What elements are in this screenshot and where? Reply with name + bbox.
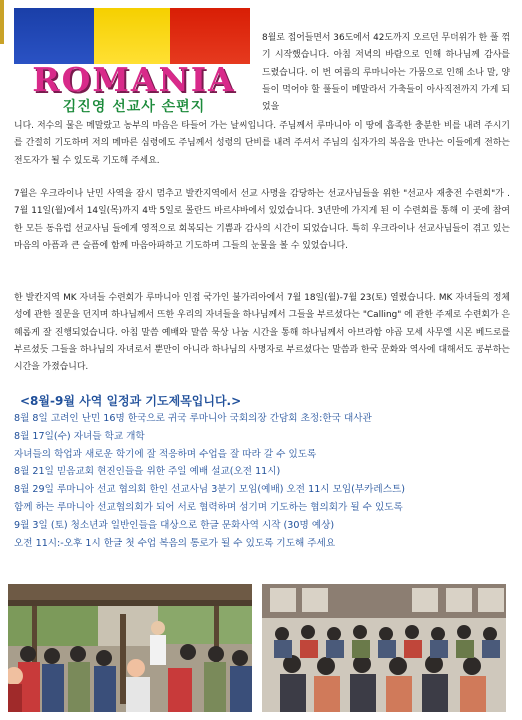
schedule-item: 8월 17일(수) 자녀들 학교 개학 [14,430,145,442]
indoor-hall-illustration [262,584,506,712]
letter-paragraph-intro-continued: 니다. 저수의 물은 메말랐고 농부의 마음은 타들어 가는 날씨입니다. 주님께서 루마니아 이 땅에 흡족한 충분한 비를 내려 주시기를 간절히 기도하며 저의 메마른 심령에도 주님께서 성령의 단비를 내려 주셔서 주님의 십자가의 복음을 만나는 이들에게 전하는 전도자가 될 수 있도록 기도해 주세요. [14,121,510,166]
flag-stripe-blue [14,8,94,64]
schedule-item: 8월 8일 고려인 난민 16명 한국으로 귀국 루마니아 국회의장 간담회 초정:한국 대사관 [14,413,372,424]
schedule-item: 함께 하는 루마니아 선교협의회가 되어 서로 협력하며 섬기며 기도하는 협의회가 될 수 있도록 [14,501,403,513]
schedule-item: 8월 29일 루마니아 선교 협의회 한인 선교사님 3분기 모임(예배) 오전 11시 모임(부카레스트) [14,484,405,496]
schedule-item: 8월 21일 믿음교회 현진인들을 위한 주일 예배 설교(오전 11시) [14,466,281,478]
flag-stripe-yellow [94,8,170,64]
schedule-item: 오전 11시:-오후 1시 한글 첫 수업 복음의 통로가 될 수 있도록 기도해 주세요 [14,537,336,549]
schedule-item: 자녀들의 학업과 새로운 학기에 잘 적응하며 수업을 잘 따라 갈 수 있도록 [14,448,317,460]
flag-stripe-red [170,8,250,64]
romania-flag [14,8,250,64]
schedule-item: 9월 3일 (토) 청소년과 일반인들을 대상으로 한글 문화사역 시작 (30명 예상) [14,519,335,531]
photo-outdoor-gathering [8,584,252,712]
photo-indoor-hall [262,584,506,712]
country-title: ROMANIA [32,60,236,99]
schedule-heading: <8월-9월 사역 일정과 기도제목입니다.> [20,394,242,408]
letter-paragraph-intro: 8월로 접어들면서 36도에서 42도까지 오르던 무더위가 한 풀 꺾기 시작했습니다. 아침 저녁의 바람으로 인해 하나님께 감사를 드렸습니다. 이 번 여름의 루마니아는 가뭄으로 인해 소나 말, 양들이 먹어야 할 풀들이 메말라서 가축들이 아사직전까지 가게 되었을 [262,33,510,113]
letter-paragraph-mk-retreat: 한 발칸지역 MK 자녀들 수련회가 루마니아 인접 국가인 불가리아에서 7월 18일(월)-7월 23(토) 열렸습니다. MK 자녀들의 정체성에 관한 질문을 던지며 하나님께서 뜨한 우리의 자녀들을 하나님께서 그들을 부르셨다는 "Calling" 에 관한 주제로 수련회가 은혜롭게 잘 진행되었습니다. 아침 말씀 예배와 말씀 묵상 나눔 시간을 통해 하나님께서 아브라함 야곱 모세 사무엘 시몬 베드로를 부르셨듯 그들을 하나님의 자녀로서 뿐만이 아니라 하나님의 사명자로 부르셨다는 말씀과 한국 문화와 역사에 대해서도 공부하는 시간을 가졌습니다. [14,293,510,373]
letter-paragraph-retreat: 7월은 우크라이나 난민 사역을 잠시 멈추고 발칸지역에서 선교 사명을 감당하는 선교사님들을 위한 "선교사 재충전 수련회"가 . 7월 11일(월)에서 14일(목)까지 4박 5일로 몰란드 바르샤바에서 있었습니다. 3년만에 가지게 된 이 수련회를 통해 이 곳에 참여한 모든 동유럽 선교사님 들에게 영적으로 회복되는 기쁨과 감사의 시간이 되었습니다. 특히 우크라이나 선교사님들이 겪고 있는 마음의 아픔과 큰 슬픔에 함께 마음아파하고 기도하며 그들의 눈물을 볼 수 있었습니다. [14,189,510,251]
outdoor-gathering-illustration [8,584,252,712]
gold-edge-bar [0,0,4,44]
schedule-list [14,410,510,552]
letter-subtitle: 김진영 선교사 손편지 [62,99,206,115]
